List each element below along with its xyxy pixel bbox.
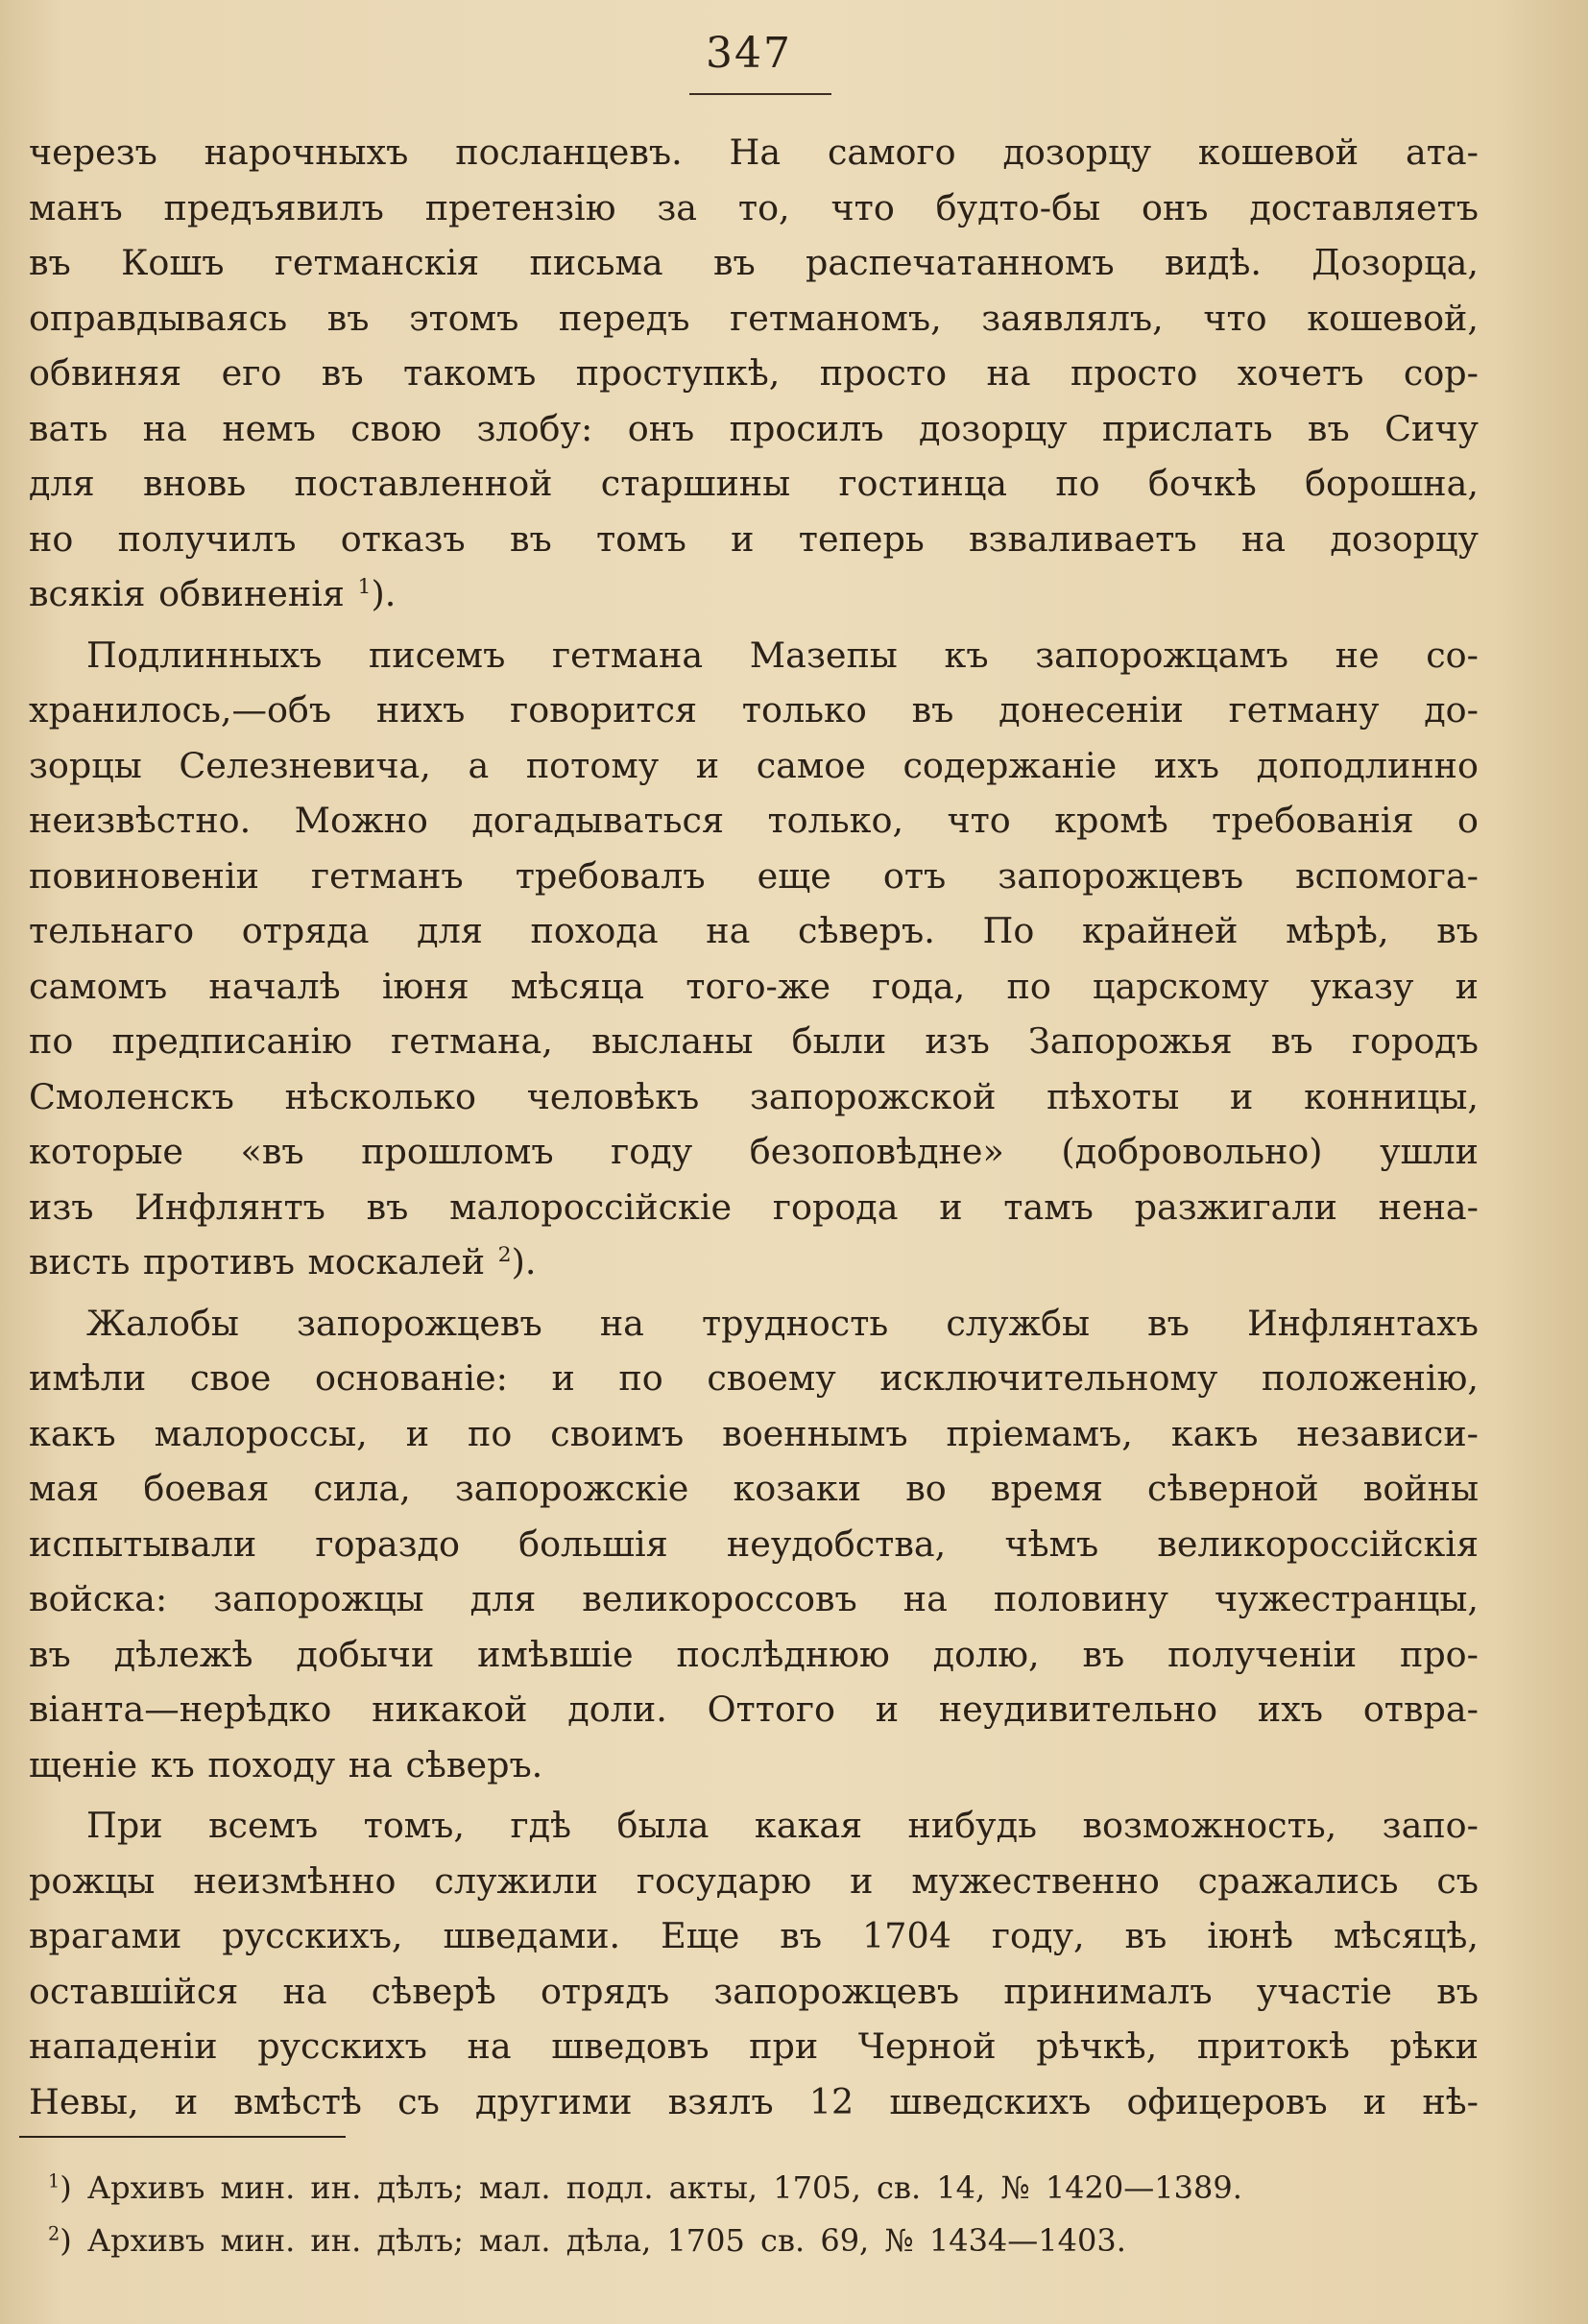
body-text — [29, 125, 1479, 2129]
text-line: неизвѣстно. Можно догадываться только, что кромѣ требованiя о — [29, 800, 1479, 841]
line-text: висть противъ москалей — [29, 1241, 486, 1282]
text-line: вiанта—нерѣдко никакой доли. Оттого и неудивительно ихъ отвра- — [29, 1689, 1479, 1730]
text-line: Подлинныхъ писемъ гетмана Мазепы къ запорожцамъ не со- — [86, 634, 1479, 676]
paragraph-1 — [29, 125, 1479, 622]
text-line: зорцы Селезневича, а потому и самое содержанiе ихъ доподлинно — [29, 744, 1479, 786]
text-line: Жалобы запорожцевъ на трудность службы въ Инфлянтахъ — [86, 1302, 1479, 1344]
footnote-rule — [19, 2136, 346, 2138]
text-line: которые «въ прошломъ году безоповѣдне» (добровольно) ушли — [29, 1131, 1479, 1172]
text-line: для вновь поставленной старшины гостинца по бочкѣ борошна, — [29, 463, 1479, 504]
text-line: оправдываясь въ этомъ передъ гетманомъ, заявлялъ, что кошевой, — [29, 297, 1479, 339]
text-line — [29, 1234, 1479, 1290]
text-line: мая боевая сила, запорожскiе козаки во время сѣверной войны — [29, 1468, 1479, 1509]
text-line: черезъ нарочныхъ посланцевъ. На самого дозорцу кошевой ата- — [29, 132, 1479, 173]
text-line: щенiе къ походу на сѣверъ. — [29, 1743, 543, 1785]
text-line: но получилъ отказъ въ томъ и теперь взваливаетъ на дозорцу — [29, 517, 1479, 560]
footnote-2 — [48, 2215, 1488, 2267]
header-rule — [689, 93, 831, 95]
text-line: въ Кошъ гетманскiя письма въ распечатанномъ видѣ. Дозорца, — [29, 242, 1479, 283]
paragraph-2 — [29, 628, 1479, 1290]
footnote-text: ) Архивъ мин. ин. дѣлъ; мал. дѣла, 1705 св. 69, № 1434—1403. — [60, 2222, 1126, 2259]
footnote-1 — [48, 2162, 1488, 2215]
text-line — [29, 566, 1479, 622]
line-end: ). — [371, 573, 397, 614]
text-line: обвиняя его въ такомъ проступкѣ, просто на просто хочетъ сор- — [29, 352, 1479, 394]
text-line: самомъ началѣ iюня мѣсяца того-же года, по царскому указу и — [29, 965, 1479, 1007]
text-line: рожцы неизмѣнно служили государю и мужественно сражались съ — [29, 1859, 1479, 1902]
page-number: 347 — [706, 29, 792, 78]
text-line: войска: запорожцы для великороссовъ на половину чужестранцы, — [29, 1578, 1479, 1619]
footnote-mark: 2 — [48, 2222, 60, 2245]
footnote-ref-1[interactable]: 1 — [357, 574, 372, 599]
footnote-mark: 1 — [48, 2169, 60, 2192]
text-line: При всемъ томъ, гдѣ была какая нибудь возможность, запо- — [86, 1805, 1479, 1846]
line-end: ). — [511, 1241, 537, 1282]
text-line: по предписанiю гетмана, высланы были изъ Запорожья въ городъ — [29, 1020, 1479, 1062]
footnotes — [48, 2162, 1488, 2267]
text-line: хранилось,—объ нихъ говорится только въ донесенiи гетману до- — [29, 689, 1479, 731]
text-line: Смоленскъ нѣсколько человѣкъ запорожской пѣхоты и конницы, — [29, 1075, 1479, 1117]
text-line: манъ предъявилъ претензiю за то, что будто-бы онъ доставляетъ — [29, 186, 1479, 228]
text-line: испытывали гораздо большiя неудобства, чѣмъ великороссiйскiя — [29, 1522, 1479, 1565]
text-line: изъ Инфлянтъ въ малороссiйскiе города и тамъ разжигали нена- — [29, 1186, 1479, 1228]
text-line: въ дѣлежѣ добычи имѣвшiе послѣднюю долю, въ полученiи про- — [29, 1633, 1479, 1675]
text-line: нападенiи русскихъ на шведовъ при Черной рѣчкѣ, притокѣ рѣки — [29, 2025, 1479, 2067]
text-line: какъ малороссы, и по своимъ военнымъ прiемамъ, какъ независи- — [29, 1412, 1479, 1454]
text-line: тельнаго отряда для похода на сѣверъ. По крайней мѣрѣ, въ — [29, 910, 1479, 951]
paragraph-4 — [29, 1798, 1479, 2129]
footnote-ref-2[interactable]: 2 — [497, 1242, 512, 1267]
text-line: оставшiйся на сѣверѣ отрядъ запорожцевъ принималъ участiе въ — [29, 1970, 1479, 2012]
paragraph-3 — [29, 1296, 1479, 1793]
text-line: вать на немъ свою злобу: онъ просилъ дозорцу прислать въ Сичу — [29, 407, 1479, 449]
text-line: Невы, и вмѣстѣ съ другими взялъ 12 шведскихъ офицеровъ и нѣ- — [29, 2080, 1479, 2122]
footnote-text: ) Архивъ мин. ин. дѣлъ; мал. подл. акты, 1705, св. 14, № 1420—1389. — [60, 2169, 1242, 2206]
text-line: врагами русскихъ, шведами. Еще въ 1704 году, въ iюнѣ мѣсяцѣ, — [29, 1915, 1479, 1956]
text-line: имѣли свое основанiе: и по своему исключительному положенiю, — [29, 1357, 1479, 1399]
line-text: всякiя обвиненiя — [29, 573, 345, 614]
text-line: повиновенiи гетманъ требовалъ еще отъ запорожцевъ вспомога- — [29, 854, 1479, 897]
